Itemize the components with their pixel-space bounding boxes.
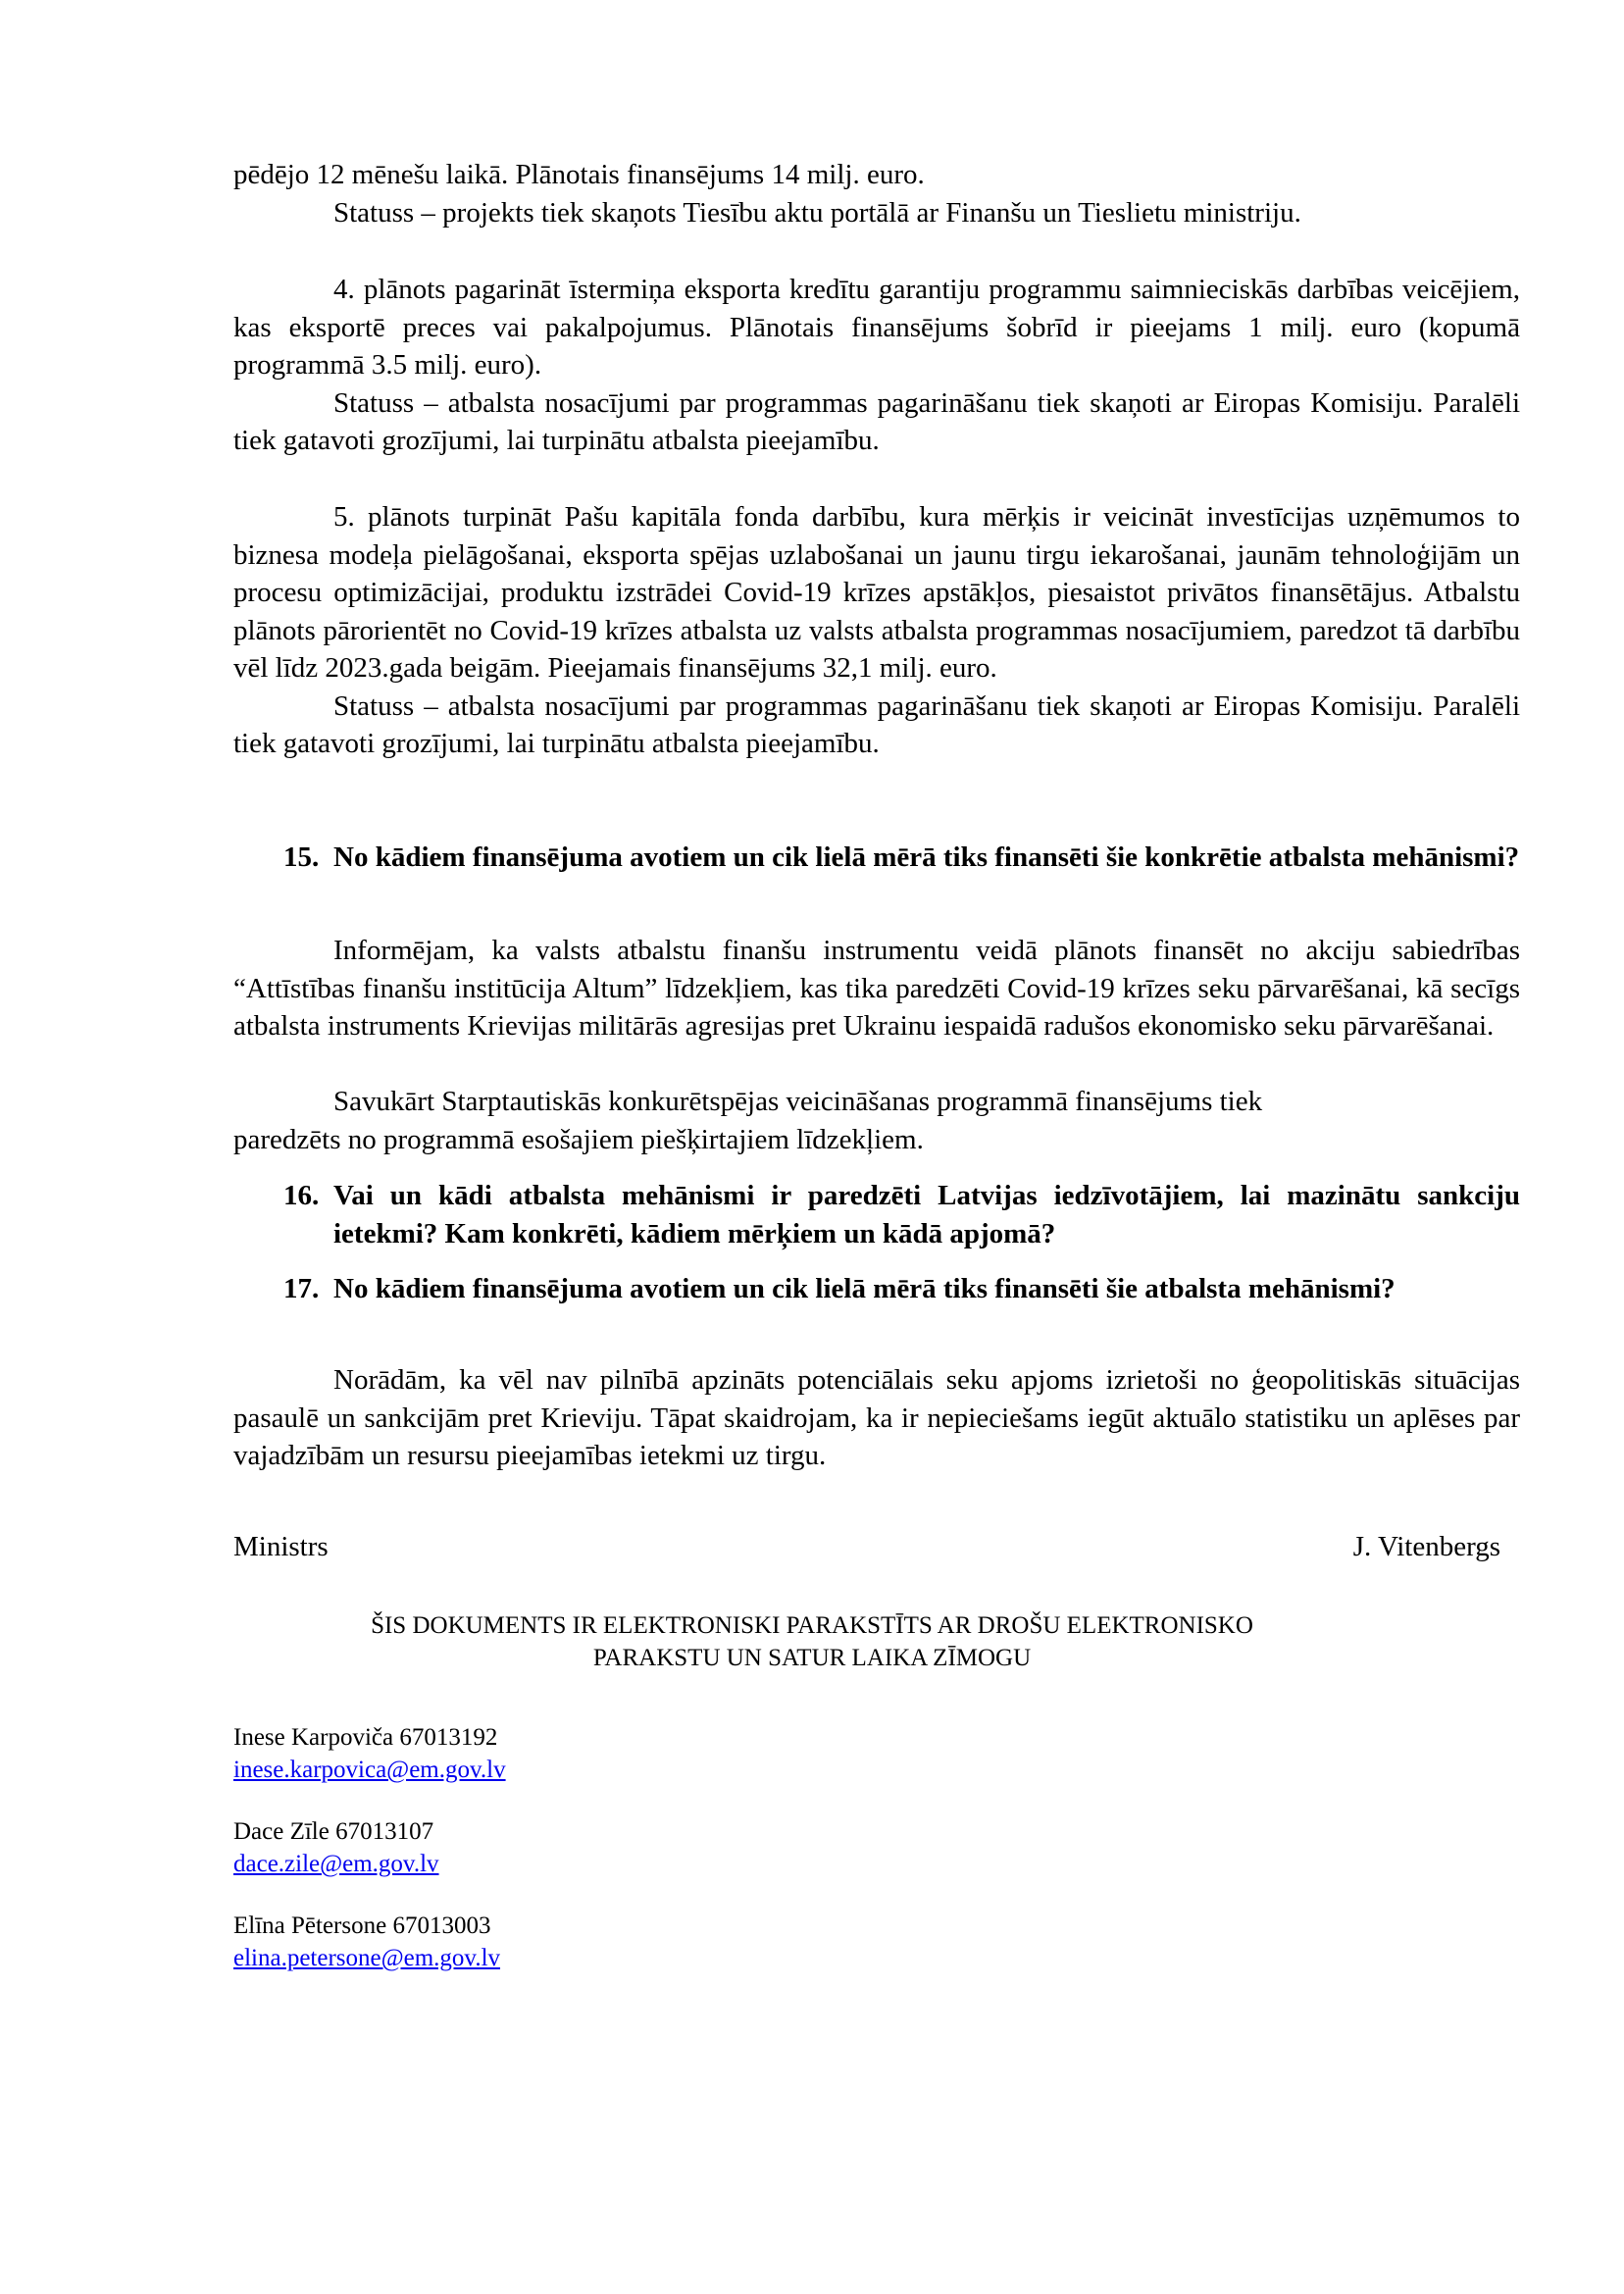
question-number: 15. (283, 841, 320, 873)
paragraph-item-4 (233, 271, 1520, 460)
question-16 (283, 1177, 1520, 1252)
contact-name-phone: Elīna Pētersone 67013003 (233, 1912, 491, 1939)
paragraph-3-continuation (233, 156, 1520, 231)
contact-item (233, 1815, 439, 1880)
question-number: 17. (283, 1273, 320, 1304)
contact-email-link[interactable]: dace.zile@em.gov.lv (233, 1851, 439, 1877)
paragraph-text: 5. plānots turpināt Pašu kapitāla fonda darbību, kura mērķis ir veicināt investīcijas uzņēmumos to biznesa modeļa pielāgošanai, eksporta spējas uzlabošanai un jaunu tirgu iekarošanai, jaunām tehnoloģijām un procesu optimizācijai, produktu izstrādei Covid-19 krīzes apstākļos, piesaistot privātos finansētājus. Atbalstu plānots pārorientēt no Covid-19 krīzes atbalsta uz valsts atbalsta programmas nosacījumiem, paredzot tā darbību vēl līdz 2023.gada beigām. Pieejamais finansējums 32,1 milj. euro. (233, 501, 1520, 684)
signer-name: J. Vitenbergs (1352, 1531, 1500, 1562)
paragraph-text: 4. plānots pagarināt īstermiņa eksporta kredītu garantiju programmu saimnieciskās darbības veicējiem, kas eksportē preces vai pakalpojumus. Plānotais finansējums šobrīd ir pieejams 1 milj. euro (kopumā programmā 3.5 milj. euro). (233, 274, 1520, 381)
paragraph-line: paredzēts no programmā esošajiem piešķirtajiem līdzekļiem. (233, 1123, 924, 1155)
contact-email-link[interactable]: elina.petersone@em.gov.lv (233, 1945, 501, 1971)
contact-name-phone: Inese Karpoviča 67013192 (233, 1724, 498, 1751)
answer-17 (233, 1361, 1520, 1475)
notice-line: ŠIS DOKUMENTS IR ELEKTRONISKI PARAKSTĪTS AR DROŠU ELEKTRONISKO (371, 1612, 1253, 1639)
question-text: No kādiem finansējuma avotiem un cik lielā mērā tiks finansēti šie konkrētie atbalsta mehānismi? (333, 841, 1520, 873)
question-17 (283, 1270, 1520, 1308)
status-text: Statuss – atbalsta nosacījumi par programmas pagarināšanu tiek skaņoti ar Eiropas Komisiju. Paralēli tiek gatavoti grozījumi, lai turpinātu atbalsta pieejamību. (233, 386, 1520, 456)
status-text: Statuss – projekts tiek skaņots Tiesību aktu portālā ar Finanšu un Tieslietu ministriju. (333, 196, 1301, 229)
paragraph-text: pēdējo 12 mēnešu laikā. Plānotais finansējums 14 milj. euro. (233, 159, 925, 190)
question-text: No kādiem finansējuma avotiem un cik lielā mērā tiks finansēti šie atbalsta mehānismi? (333, 1273, 1396, 1304)
status-text: Statuss – atbalsta nosacījumi par programmas pagarināšanu tiek skaņoti ar Eiropas Komisiju. Paralēli tiek gatavoti grozījumi, lai turpinātu atbalsta pieejamību. (233, 689, 1520, 759)
signature-block (233, 1528, 1500, 1566)
question-15 (283, 839, 1520, 877)
contact-item (233, 1721, 506, 1786)
e-signature-notice (233, 1609, 1391, 1674)
paragraph-line: Savukārt Starptautiskās konkurētspējas veicināšanas programmā finansējums tiek (333, 1086, 1263, 1117)
notice-line: PARAKSTU UN SATUR LAIKA ZĪMOGU (592, 1645, 1032, 1671)
paragraph-text: Informējam, ka valsts atbalstu finanšu instrumentu veidā plānots finansēt no akciju sabiedrības “Attīstības finanšu institūcija Altum” līdzekļiem, kas tika paredzēti Covid-19 krīzes seku pārvarēšanai, kā secīgs atbalsta instruments Krievijas militārās agresijas pret Ukrainu iespaidā radušos ekonomisko seku pārvarēšanai. (233, 935, 1520, 1042)
contact-email-link[interactable]: inese.karpovica@em.gov.lv (233, 1757, 506, 1783)
paragraph-text: Norādām, ka vēl nav pilnībā apzināts potenciālais seku apjoms izrietoši no ģeopolitiskās situācijas pasaulē un sankcijām pret Krieviju. Tāpat skaidrojam, ka ir nepieciešams iegūt aktuālo statistiku un aplēses par vajadzībām un resursu pieejamības ietekmi uz tirgu. (233, 1364, 1520, 1471)
contact-name-phone: Dace Zīle 67013107 (233, 1818, 434, 1845)
question-text: Vai un kādi atbalsta mehānismi ir paredzēti Latvijas iedzīvotājiem, lai mazinātu sankciju ietekmi? Kam konkrēti, kādiem mērķiem un kādā apjomā? (333, 1180, 1520, 1249)
answer-15-funding (233, 1083, 1520, 1158)
paragraph-item-5 (233, 498, 1520, 763)
question-number: 16. (283, 1180, 320, 1211)
answer-15 (233, 932, 1520, 1045)
contact-item (233, 1910, 500, 1974)
signer-title: Ministrs (233, 1531, 329, 1562)
